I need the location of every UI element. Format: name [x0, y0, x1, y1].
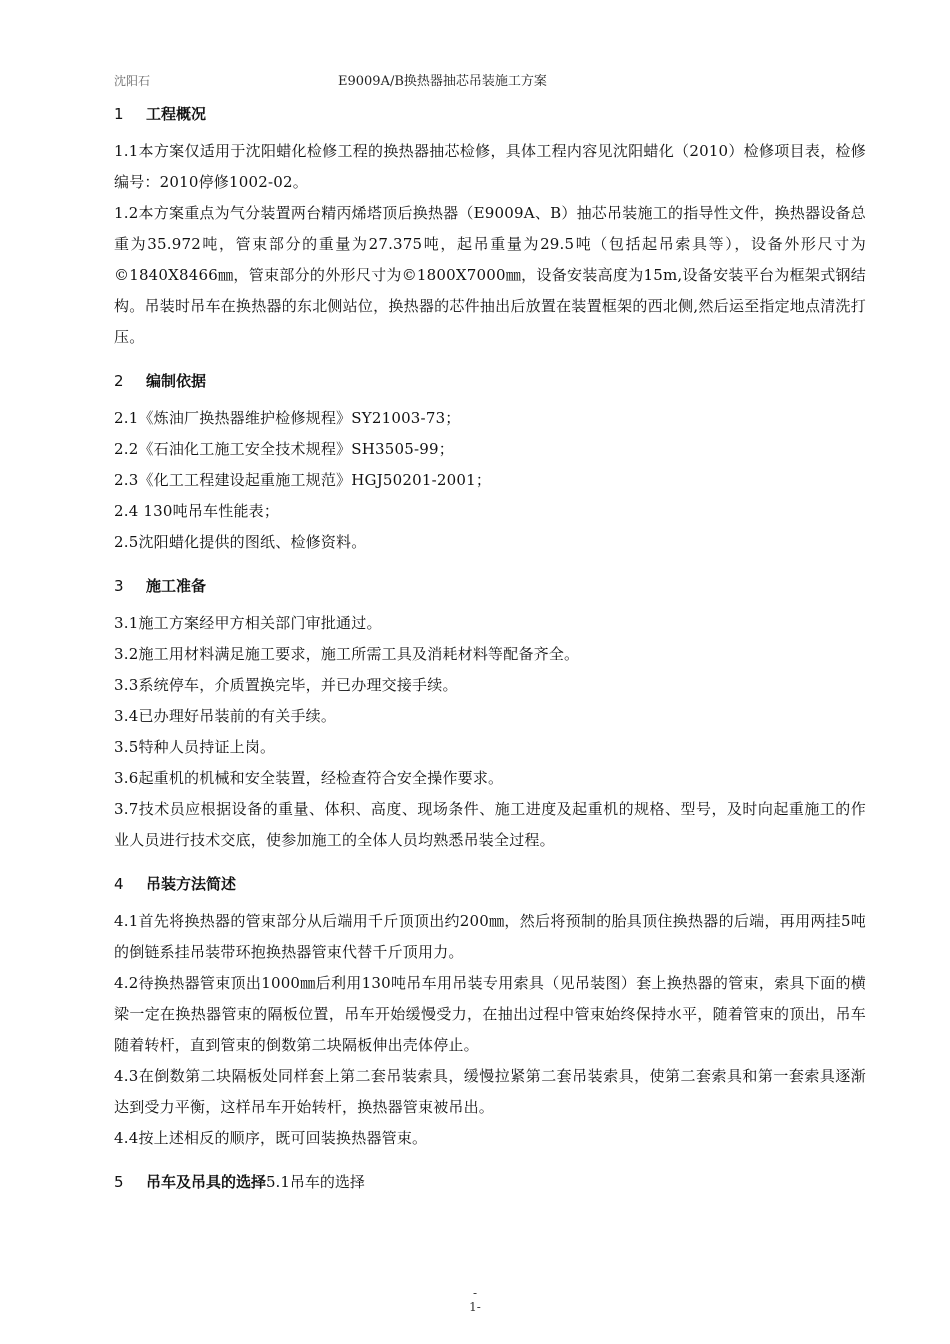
paragraph-2-4: 2.4 130吨吊车性能表； [114, 502, 280, 520]
paragraph-3-1: 3.1施工方案经甲方相关部门审批通过。 [114, 614, 382, 632]
header-logo: 沈阳石 [114, 74, 151, 88]
section-1-heading [114, 100, 866, 128]
paragraph-4-1: 4.1首先将换热器的管束部分从后端用千斤顶顶出约200㎜，然后将预制的胎具顶住换热器的后端，再用两挂5吨的倒链系挂吊装带环抱换热器管束代替千斤顶用力。 [114, 912, 866, 961]
paragraph-1-1: 1.1本方案仅适用于沈阳蜡化检修工程的换热器抽芯检修，具体工程内容见沈阳蜡化（2010）检修项目表，检修编号：2010停修1002-02。 [114, 142, 866, 191]
paragraph-3-3: 3.3系统停车，介质置换完毕，并已办理交接手续。 [114, 676, 458, 694]
section-number: 3 [114, 577, 124, 595]
paragraph-2-1: 2.1《炼油厂换热器维护检修规程》SY21003-73； [114, 409, 461, 427]
document-body [114, 100, 866, 1196]
paragraph-3-5: 3.5特种人员持证上岗。 [114, 738, 276, 756]
paragraph-3-2: 3.2施工用材料满足施工要求，施工所需工具及消耗材料等配备齐全。 [114, 645, 580, 663]
paragraph-2-3: 2.3《化工工程建设起重施工规范》HGJ50201-2001； [114, 471, 492, 489]
page-footer [0, 1286, 950, 1314]
section-title: 吊车及吊具的选择 [146, 1173, 267, 1191]
subsection-5-1-inline: 5.1吊车的选择 [266, 1173, 365, 1191]
paragraph-1-2: 1.2本方案重点为气分装置两台精丙烯塔顶后换热器（E9009A、B）抽芯吊装施工的指导性文件，换热器设备总重为35.972吨，管束部分的重量为27.375吨，起吊重量为29.5吨（包括起吊索具等），设备外形尺寸为©1840X8466㎜，管束部分的外形尺寸为©1800X7000㎜，设备安装高度为15m,设备安装平台为框架式钢结构。吊装时吊车在换热器的东北侧站位，换热器的芯件抽出后放置在装置框架的西北侧,然后运至指定地点清洗打压。 [114, 204, 866, 346]
section-title: 施工准备 [146, 577, 207, 595]
section-4-heading [114, 870, 866, 898]
paragraph-2-2: 2.2《石油化工施工安全技术规程》SH3505-99； [114, 440, 454, 458]
page-number: 1- [469, 1300, 481, 1314]
section-number: 5 [114, 1173, 124, 1191]
paragraph-4-2: 4.2待换热器管束顶出1000㎜后利用130吨吊车用吊装专用索具（见吊装图）套上换热器的管束，索具下面的横梁一定在换热器管束的隔板位置，吊车开始缓慢受力，在抽出过程中管束始终保持水平，随着管束的顶出，吊车随着转杆，直到管束的倒数第二块隔板伸出壳体停止。 [114, 974, 866, 1054]
paragraph-3-4: 3.4已办理好吊装前的有关手续。 [114, 707, 337, 725]
section-title: 编制依据 [146, 372, 207, 390]
paragraph-3-6: 3.6起重机的机械和安全装置，经检查符合安全操作要求。 [114, 769, 504, 787]
header-title: E9009A/B换热器抽芯吊装施工方案 [338, 74, 547, 89]
paragraph-4-3: 4.3在倒数第二块隔板处同样套上第二套吊装索具，缓慢拉紧第二套吊装索具，使第二套索具和第一套索具逐渐达到受力平衡，这样吊车开始转杆，换热器管束被吊出。 [114, 1067, 866, 1116]
section-number: 2 [114, 372, 124, 390]
section-2-heading [114, 367, 866, 395]
section-title: 工程概况 [146, 105, 207, 123]
paragraph-2-5: 2.5沈阳蜡化提供的图纸、检修资料。 [114, 533, 367, 551]
section-number: 4 [114, 875, 124, 893]
section-title: 吊装方法简述 [146, 875, 237, 893]
footer-dash: - [472, 1286, 478, 1300]
section-5-heading [114, 1168, 866, 1196]
paragraph-3-7: 3.7技术员应根据设备的重量、体积、高度、现场条件、施工进度及起重机的规格、型号，及时向起重施工的作业人员进行技术交底，使参加施工的全体人员均熟悉吊装全过程。 [114, 800, 866, 849]
paragraph-4-4: 4.4按上述相反的顺序，既可回装换热器管束。 [114, 1129, 428, 1147]
section-number: 1 [114, 105, 124, 123]
section-3-heading [114, 572, 866, 600]
